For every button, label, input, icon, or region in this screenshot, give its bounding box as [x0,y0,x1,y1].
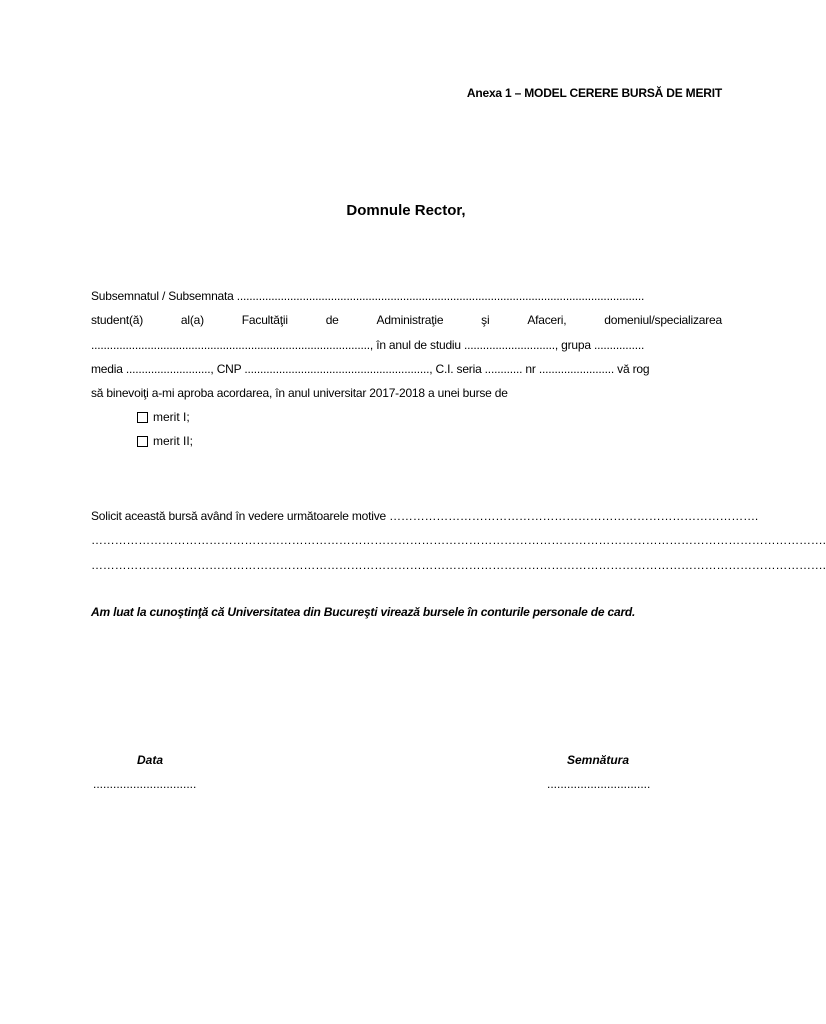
merit-2-option[interactable] [137,434,193,448]
request-line: să binevoiţi a-mi aproba acordarea, în anul universitar 2017-2018 a unei burse de [91,386,508,400]
merit-2-label: merit II; [153,434,194,448]
signature-label: Semnătura [567,753,630,767]
acknowledgement-note: Am luat la cunoştinţă că Universitatea din Bucureşti virează bursele în conturile personale de card. [91,605,636,619]
date-label: Data [137,753,164,767]
motives-dots-line: ……………………………………………………………………………………………………………………………………………………………………. [91,558,826,572]
faculty-word: şi [481,313,490,327]
faculty-line [91,313,722,327]
faculty-word: de [325,313,339,327]
faculty-word: Facultăţii [241,313,288,327]
salutation: Domnule Rector, [346,202,466,219]
signature-field[interactable]: ............................... [547,777,651,791]
checkbox-icon[interactable] [137,436,148,447]
motives-line: Solicit această bursă având în vedere următoarele motive …………………………………………………………………………………. [91,509,759,523]
id-line: media ..........................., CNP ..........................................................., C.I. seria ............ nr ........................ vă rog [91,362,650,376]
merit-1-label: merit I; [153,410,190,424]
faculty-word: al(a) [180,313,204,327]
name-line: Subsemnatul / Subsemnata .................................................................................................................................. [91,289,645,303]
study-year-line: ........................................................................................., în anul de studiu ............................., grupa ................ [91,338,645,352]
faculty-word: domeniul/specializarea [604,313,722,327]
faculty-word: Administraţie [376,313,444,327]
checkbox-icon[interactable] [137,412,148,423]
faculty-word: student(ă) [91,313,144,327]
faculty-word: Afaceri, [527,313,567,327]
date-field[interactable]: ............................... [93,777,197,791]
annex-header: Anexa 1 – MODEL CERERE BURSĂ DE MERIT [466,86,722,100]
merit-1-option[interactable] [137,410,190,424]
motives-dots-line: ……………………………………………………………………………………………………………………………………………………………………. [91,533,826,547]
